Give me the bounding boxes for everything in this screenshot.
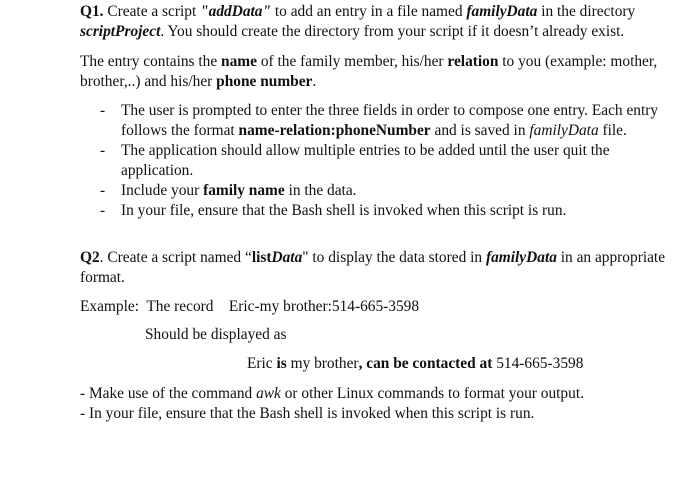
list-item (80, 201, 680, 221)
q2-paragraph (80, 248, 680, 288)
q2-script-name-a: list (251, 249, 272, 266)
entry-format-a: name-relation:phone (238, 122, 376, 139)
bullet-text: Include your (121, 182, 204, 199)
q1-requirements-list (80, 101, 680, 221)
q1-paragraph (80, 2, 680, 42)
bullet-text: The user is prompted to enter the three fields in order to compose one entry. Each entry follows the format (121, 102, 659, 139)
bullet-text: and is saved in (430, 122, 530, 139)
bullet-dash: - (100, 182, 106, 199)
list-item (80, 141, 680, 181)
entry-name-field: name (221, 53, 257, 70)
q2-script-name-b: Data (271, 249, 303, 266)
entry-text: to you (example: mother, brother,..) and his/her (80, 53, 658, 90)
example-label: Example: The record (80, 298, 214, 315)
bullet-text: in the data. (284, 182, 357, 199)
entry-text: . (312, 73, 317, 90)
bullet-dash: - (100, 202, 106, 219)
awk-command: awk (256, 385, 281, 402)
display-contact: , can be contacted at (358, 355, 493, 372)
q2-notes (80, 384, 680, 424)
example-record: Eric-my brother:514-665-3598 (228, 298, 420, 315)
q2-text: . Create a script named “ (99, 249, 252, 266)
bullet-text: The application should allow multiple entries to be added until the user quit the application. (121, 142, 610, 179)
entry-relation-field: relation (447, 53, 499, 70)
note-text: or other Linux commands to format your output. (280, 385, 584, 402)
q2-text: in an appropriate format. (80, 249, 666, 286)
entry-phone-field: phone number (216, 73, 313, 90)
display-text: my brother (286, 355, 359, 372)
display-text: Eric (247, 355, 277, 372)
q2-label: Q2 (80, 249, 100, 266)
q1-text: . You should create the directory from your script if it doesn’t already exist. (160, 23, 625, 40)
note-text: - Make use of the command (80, 385, 257, 402)
note-bash: - In your file, ensure that the Bash shell is invoked when this script is run. (80, 405, 535, 422)
q1-directory-name: scriptProject (80, 23, 161, 40)
family-name-emphasis: family name (203, 182, 285, 199)
q2-file-name: familyData (485, 249, 557, 266)
entry-text: of the family member, his/her (256, 53, 448, 70)
document-body (80, 2, 680, 424)
bullet-dash: - (100, 102, 106, 119)
q1-script-name: "addData" (200, 3, 272, 20)
bullet-file-name: familyData (529, 122, 599, 139)
entry-format-b: Number (375, 122, 431, 139)
display-text: 514-665-3598 (492, 355, 584, 372)
q2-text: " to display the data stored in (302, 249, 486, 266)
q1-entry-paragraph (80, 52, 680, 92)
q1-label: Q1. (80, 3, 104, 20)
q1-file-name: familyData (466, 3, 538, 20)
q1-text: in the directory (537, 3, 636, 20)
list-item (80, 101, 680, 141)
bullet-dash: - (100, 142, 106, 159)
bullet-text: file. (598, 122, 627, 139)
example-line (80, 297, 680, 317)
entry-text: The entry contains the (80, 53, 222, 70)
note-awk (80, 384, 680, 404)
q1-text: Create a script (103, 3, 201, 20)
should-be-displayed: Should be displayed as (145, 326, 287, 343)
q1-text: to add an entry in a file named (271, 3, 467, 20)
display-example (80, 354, 680, 374)
list-item (80, 181, 680, 201)
bullet-text: In your file, ensure that the Bash shell is invoked when this script is run. (121, 202, 567, 219)
display-is: is (276, 355, 287, 372)
